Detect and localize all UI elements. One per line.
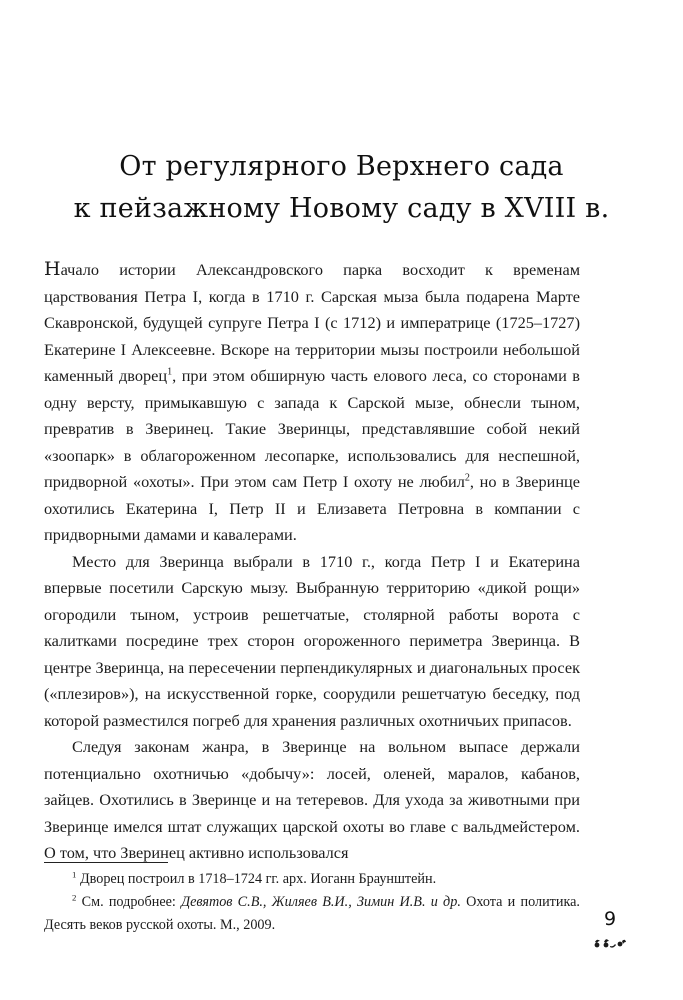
footnote-divider <box>44 862 168 863</box>
footnote-1 <box>44 868 580 891</box>
footnote-ref-2: 2 <box>464 472 470 484</box>
page-ornament-icon <box>593 936 627 950</box>
footnote-ref-1: 1 <box>167 366 173 378</box>
paragraph-1-part-c: , но в Зверинце охотились Екатерина I, Петр II и Елизавета Петровна в компании с придворными дамами и кавалерами. <box>44 472 580 544</box>
paragraph-1 <box>44 256 580 549</box>
drop-cap: Н <box>44 258 61 280</box>
footnote-2-mark: 2 <box>72 892 77 903</box>
footnote-2-authors: Девятов С.В., Жиляев В.И., Зимин И.В. и др. <box>181 894 461 910</box>
footnote-2-pre: См. подробнее: <box>76 894 182 910</box>
footnote-2-post: Охота и политика. Десять веков русской охоты. М., 2009. <box>44 894 580 933</box>
body-text <box>44 256 580 867</box>
chapter-title <box>60 146 623 230</box>
paragraph-2: Место для Зверинца выбрали в 1710 г., когда Петр I и Екатерина впервые посетили Сарскую мызу. Выбранную территорию «дикой рощи» огородили тыном, устроив решетчатые, столярной работы ворота с калитками посредине трех сторон огороженного периметра Зверинца. В центре Зверинца, на пересечении перпендикулярных и диагональных просек («плезиров»), на искусственной горке, соорудили решетчатую беседку, под которой разместился погреб для хранения различных охотничьих припасов. <box>44 551 580 730</box>
paragraph-3: Следуя законам жанра, в Зверинце на вольном выпасе держали потенциально охотничью «добычу»: лосей, оленей, маралов, кабанов, зайцев. Охотились в Зверинце и на тетеревов. Для ухода за животными при Зверинце имелся штат служащих царской охоты во главе с вальдмейстером. О том, что Зверинец активно использовался <box>44 737 580 862</box>
page-number: 9 <box>603 908 617 930</box>
chapter-title-line-1: От регулярного Верхнего сада <box>119 151 564 182</box>
footnote-1-mark: 1 <box>72 869 77 880</box>
chapter-title-line-2: к пейзажному Новому саду в XVIII в. <box>73 193 610 224</box>
footnotes <box>44 868 580 937</box>
paragraph-1-part-b: , при этом обширную часть елового леса, со сторонами в одну версту, примыкавшую с запада к Сарской мызе, обнесли тыном, превратив в Зверинец. Такие Зверинцы, представлявшие собой некий «зоопарк» в облагороженном лесопарке, использовались для неспешной, придворной «охоты». При этом сам Петр I охоту не любил <box>44 366 580 491</box>
footnote-2 <box>44 891 580 937</box>
paragraph-1-part-a: ачало истории Александровского парка восходит к временам царствования Петра I, когда в 1710 г. Сарская мыза была подарена Марте Скавронской, будущей супруге Петра I (с 1712) и императрице (1725–1727) Екатерине I Алексеевне. Вскоре на территории мызы построили небольшой каменный дворец <box>44 260 580 385</box>
footnote-1-text: Дворец построил в 1718–1724 гг. арх. Иоганн Браунштейн. <box>76 871 437 887</box>
